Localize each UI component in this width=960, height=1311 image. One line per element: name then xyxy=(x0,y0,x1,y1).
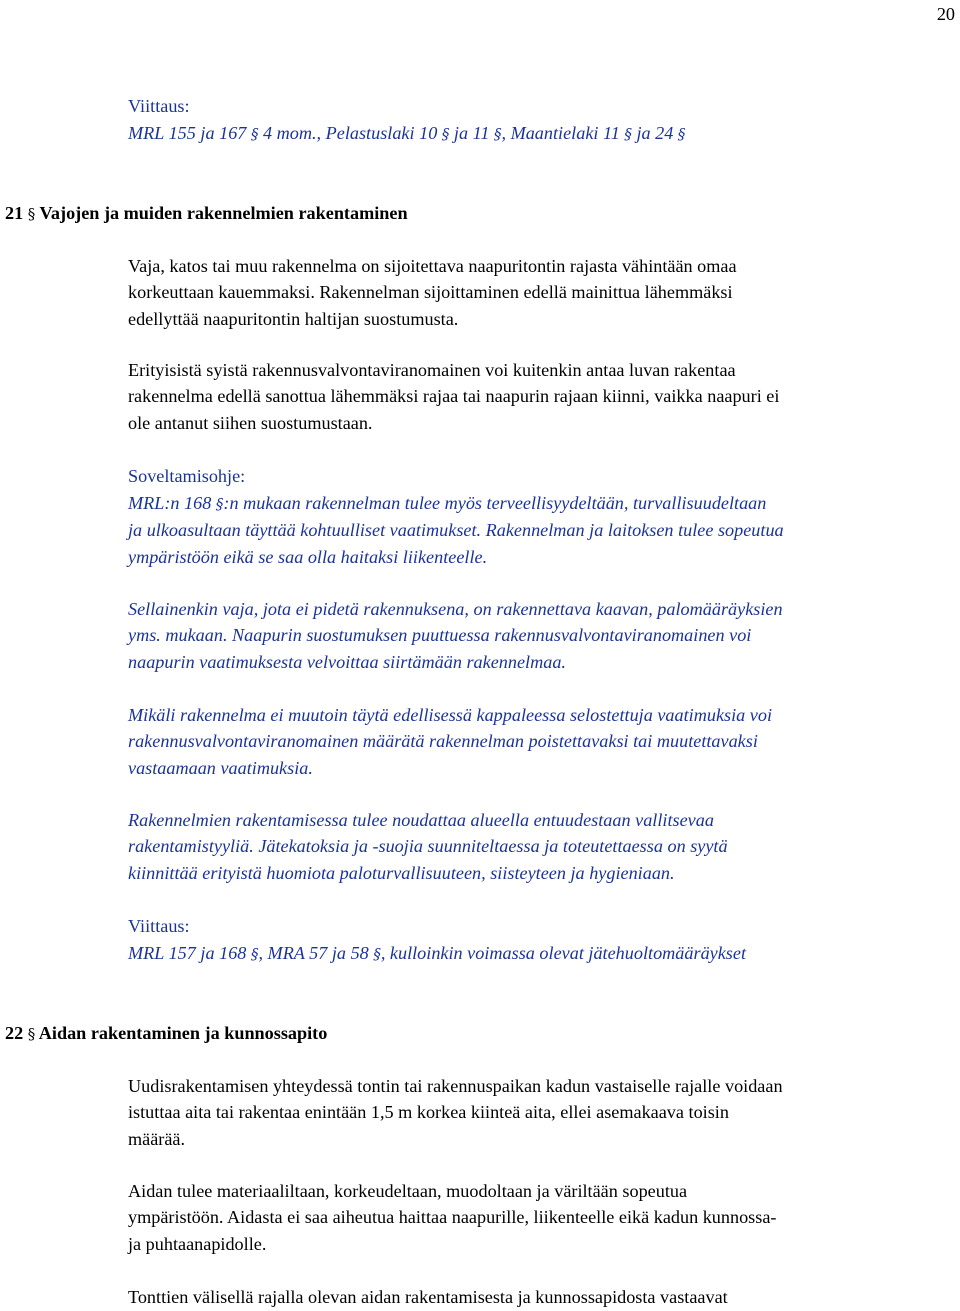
guidance-label: Soveltamisohje: xyxy=(128,466,246,486)
guidance-paragraph: Sellainenkin vaja, jota ei pidetä rakennuksena, on rakennettava kaavan, palomääräyksien yms. mukaan. Naapurin suostumuksen puuttuessa rakennusvalvontaviranomainen voi naapurin vaatimuksesta velvoittaa siirtämään rakennelmaa. xyxy=(128,599,783,672)
section-sign-icon: § xyxy=(27,205,36,223)
section-sign-icon: § xyxy=(215,495,224,513)
paragraph: Aidan tulee materiaaliltaan, korkeudeltaan, muodoltaan ja väriltään sopeutua ympäristöön. Aidasta ei saa aiheutua haittaa naapurille, liikenteelle eikä kadun kunnossa- ja puhtaanapidolle. xyxy=(128,1181,777,1254)
guidance-paragraph: Rakennelmien rakentamisessa tulee noudattaa alueella entuudestaan vallitsevaa rakentamistyyliä. Jätekatoksia ja -suojia suunniteltaessa ja toteutettaessa on syytä kiinnittää erityistä huomiota paloturvallisuuteen, siisteyteen ja hygieniaan. xyxy=(128,810,728,883)
reference-label: Viittaus: xyxy=(128,96,190,116)
paragraph: Vaja, katos tai muu rakennelma on sijoitettava naapuritontin rajasta vähintään omaa korkeuttaan kauemmaksi. Rakennelman sijoittaminen edellä mainittua lähemmäksi edellyttää naapuritontin haltijan suostumusta. xyxy=(128,256,737,329)
page-number: 20 xyxy=(936,4,955,24)
section-sign-icon: § xyxy=(624,125,632,143)
paragraph: Tonttien välisellä rajalla olevan aidan rakentamisesta ja kunnossapidosta vastaavat xyxy=(128,1287,728,1307)
section-sign-icon: § xyxy=(250,125,259,143)
guidance-paragraph: Mikäli rakennelma ei muutoin täytä edellisessä kappaleessa selostettuja vaatimuksia voi rakennusvalvontaviranomainen määrätä rakennelman poistettavaksi tai muutettavaksi vastaamaan vaatimuksia. xyxy=(128,705,773,778)
section-sign-icon: § xyxy=(441,125,450,143)
section-heading-21: 21 § Vajojen ja muiden rakennelmien rakentaminen xyxy=(5,203,408,223)
section-sign-icon: § xyxy=(677,125,686,143)
guidance-text: MRL:n 168 §:n mukaan rakennelman tulee myös terveellisyydeltään, turvallisuudeltaan ja ulkoasultaan täyttää kohtuulliset vaatimukset. Rakennelman ja laitoksen tulee sopeutua ympäristöön eikä se saa olla haitaksi liikenteelle. xyxy=(128,493,784,567)
reference-label: Viittaus: xyxy=(128,916,190,936)
section-sign-icon: § xyxy=(27,1025,36,1043)
reference-text: MRL 157 ja 168 §, MRA 57 ja 58 §, kulloinkin voimassa olevat jätehuoltomääräykset xyxy=(128,943,747,963)
reference-text: MRL 155 ja 167 § 4 mom., Pelastuslaki 10 § ja 11 §, Maantielaki 11 § ja 24 § xyxy=(128,123,686,143)
paragraph: Erityisistä syistä rakennusvalvontaviranomainen voi kuitenkin antaa luvan rakentaa rakennelma edellä sanottua lähemmäksi rajaa tai naapurin rajaan kiinni, vaikka naapuri ei ole antanut siihen suostumustaan. xyxy=(128,360,780,433)
section-sign-icon: § xyxy=(250,945,259,963)
section-sign-icon: § xyxy=(493,125,502,143)
section-sign-icon: § xyxy=(373,945,381,963)
paragraph: Uudisrakentamisen yhteydessä tontin tai rakennuspaikan kadun vastaiselle rajalle voidaan istuttaa aita tai rakentaa enintään 1,5 m korkea kiinteä aita, ellei asemakaava toisin määrää. xyxy=(128,1076,783,1149)
section-heading-22: 22 § Aidan rakentaminen ja kunnossapito xyxy=(5,1023,328,1043)
